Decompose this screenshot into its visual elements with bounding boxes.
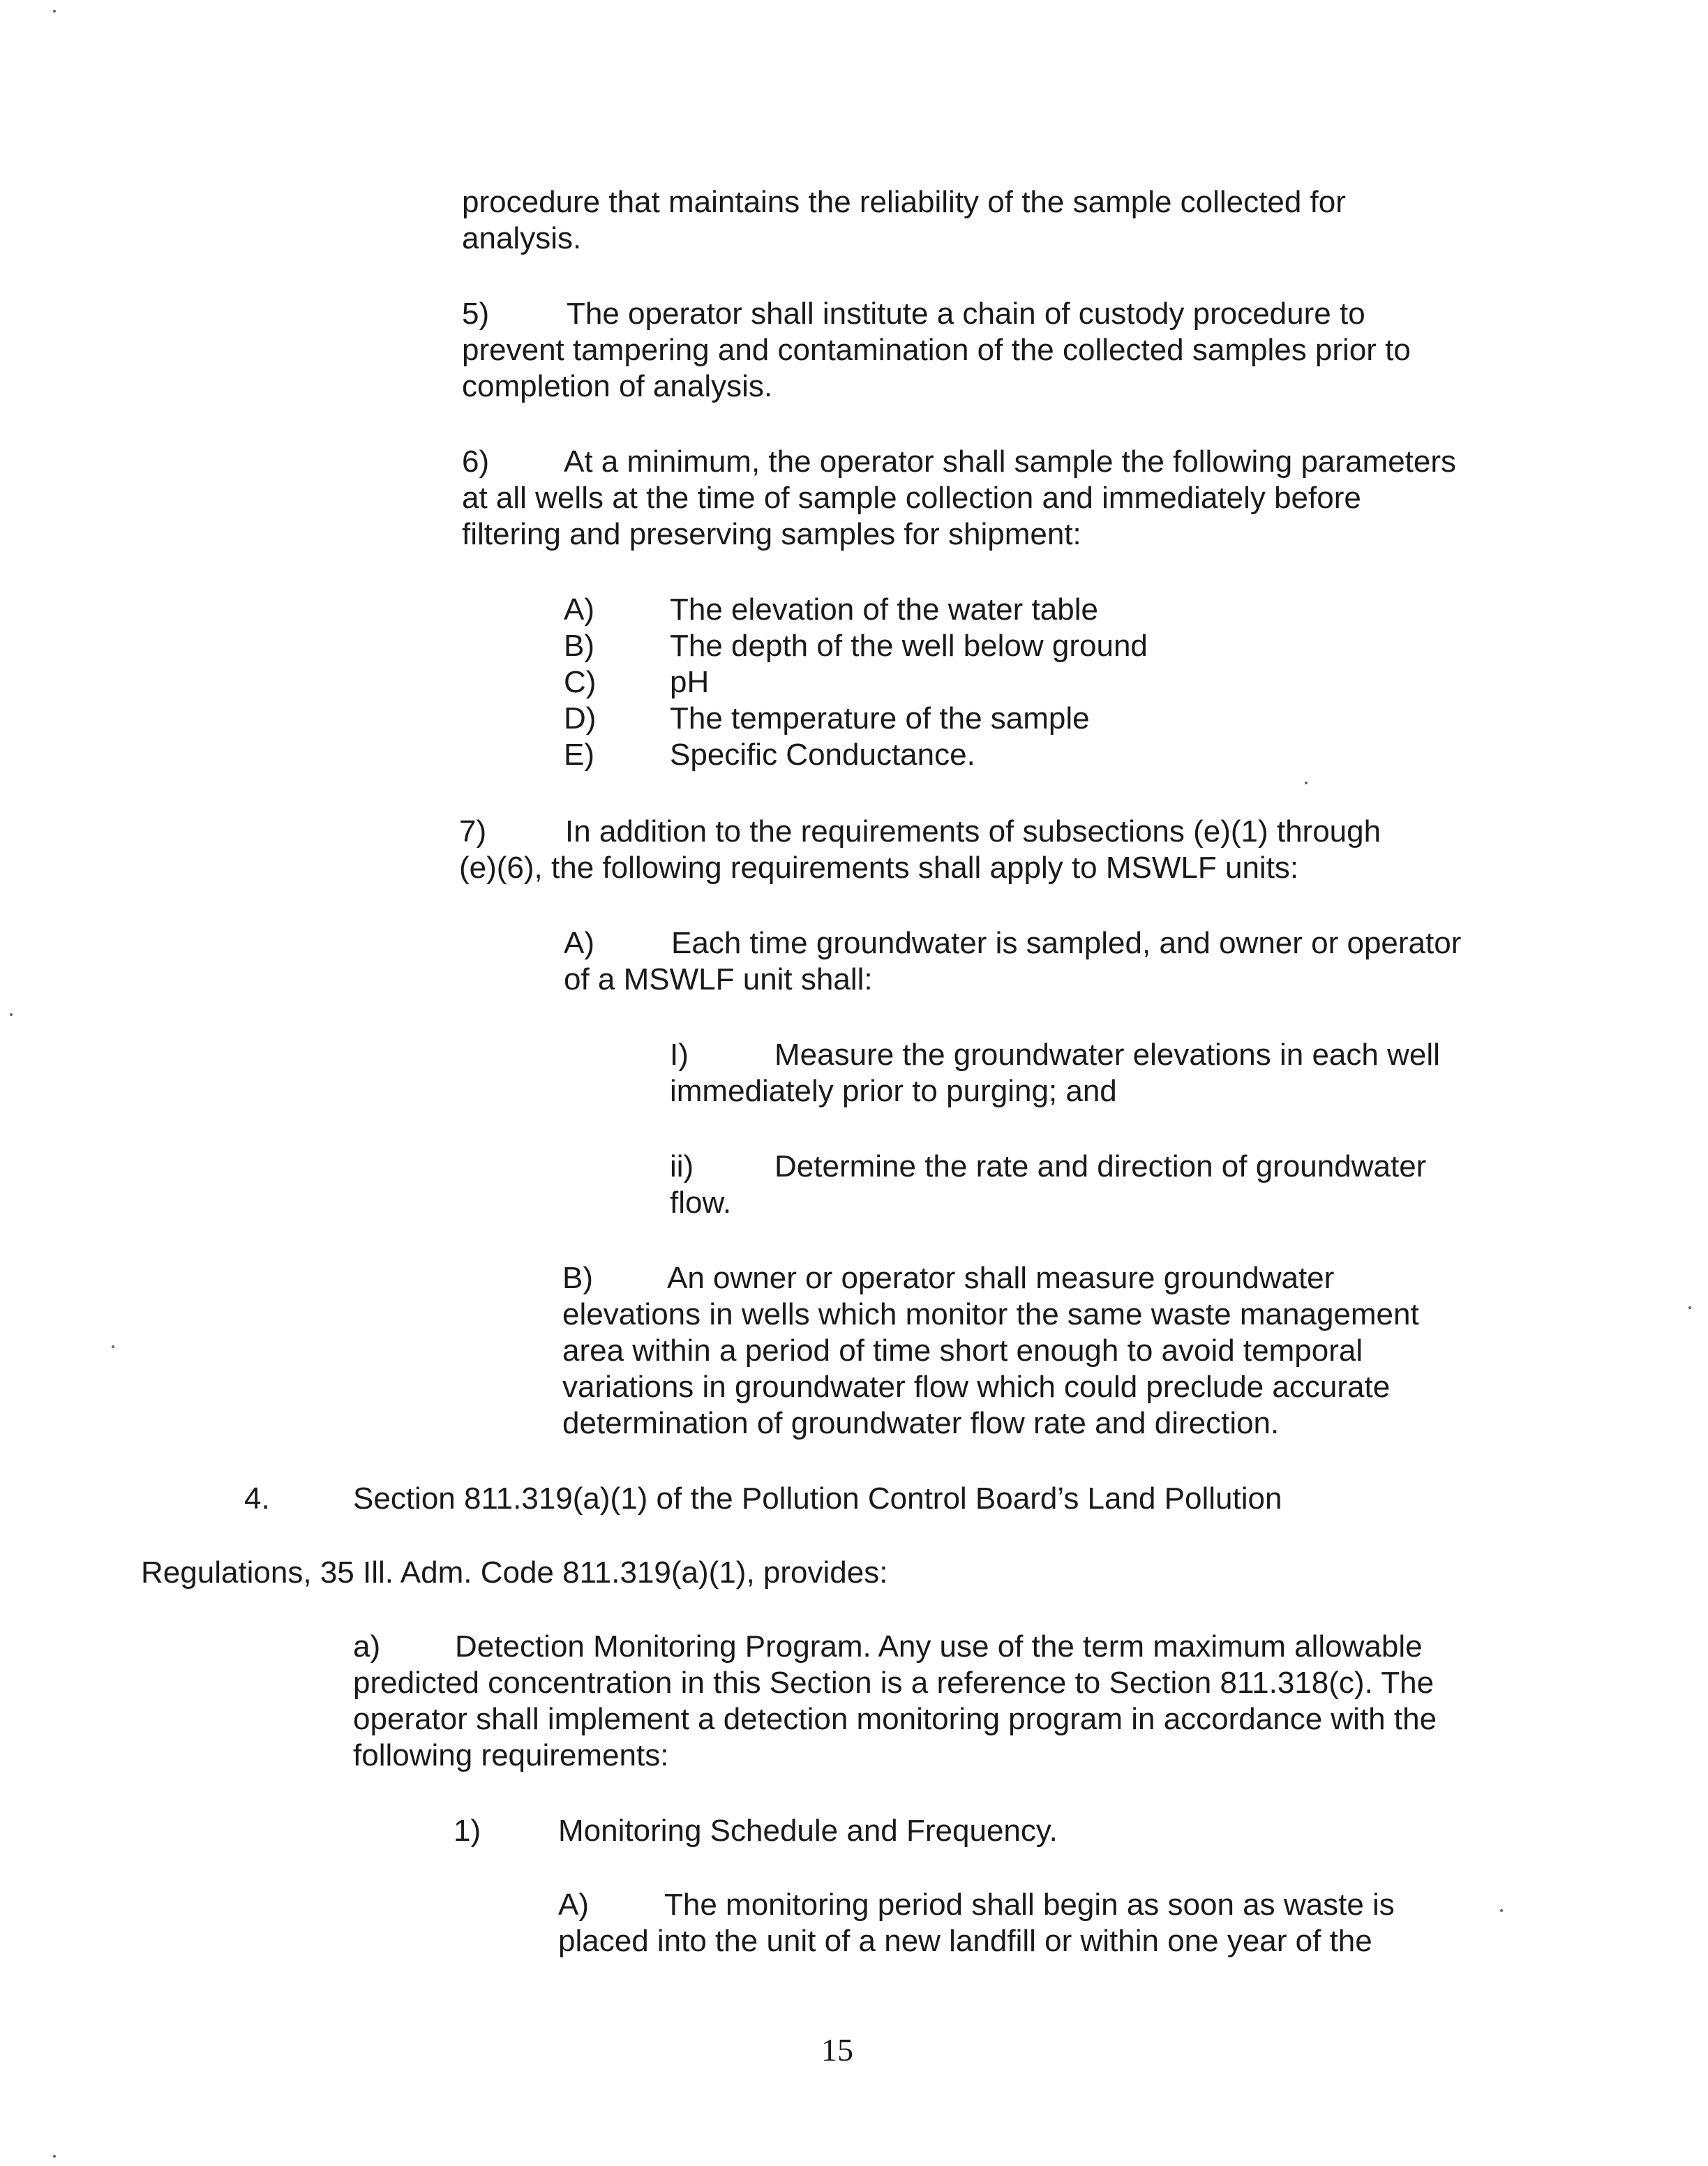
item-5-label: 5) bbox=[462, 297, 490, 331]
text-line: In addition to the requirements of subsections (e)(1) through bbox=[565, 814, 1381, 849]
list-item-label: C) bbox=[564, 665, 597, 699]
item-7a-paragraph bbox=[564, 925, 1461, 998]
text-line: variations in groundwater flow which could preclude accurate bbox=[562, 1370, 1391, 1404]
list-item-text: The elevation of the water table bbox=[670, 592, 1098, 627]
scan-speck bbox=[53, 10, 56, 13]
text-line: elevations in wells which monitor the same waste management bbox=[562, 1297, 1419, 1331]
text-line: At a minimum, the operator shall sample the following parameters bbox=[564, 445, 1457, 479]
text-line: area within a period of time short enough to avoid temporal bbox=[562, 1334, 1363, 1368]
item-5-paragraph bbox=[462, 296, 1411, 405]
item-6-label: 6) bbox=[462, 445, 490, 479]
item-7a-ii-label: ii) bbox=[670, 1149, 694, 1183]
page-number: 15 bbox=[821, 2032, 853, 2068]
list-item-text: Specific Conductance. bbox=[670, 738, 975, 772]
list-item-text: The temperature of the sample bbox=[670, 701, 1090, 735]
text-line: of a MSWLF unit shall: bbox=[564, 962, 873, 996]
text-line: completion of analysis. bbox=[462, 369, 773, 403]
item-7b-label: B) bbox=[562, 1261, 593, 1295]
text-line: Measure the groundwater elevations in each well bbox=[774, 1038, 1440, 1072]
text-line: Detection Monitoring Program. Any use of the term maximum allowable bbox=[455, 1629, 1423, 1664]
paragraph-4-line-2: Regulations, 35 Ill. Adm. Code 811.319(a)(1), provides: bbox=[141, 1555, 888, 1590]
text-line: Each time groundwater is sampled, and owner or operator bbox=[671, 926, 1462, 960]
quote-a2-label: A) bbox=[558, 1888, 589, 1922]
text-line: placed into the unit of a new landfill or within one year of the bbox=[558, 1924, 1372, 1958]
item-7-label: 7) bbox=[459, 814, 487, 849]
text-line: filtering and preserving samples for shipment: bbox=[462, 517, 1081, 551]
intro-paragraph bbox=[462, 184, 1346, 257]
text-line: procedure that maintains the reliability of the sample collected for bbox=[462, 185, 1346, 219]
list-item-text: pH bbox=[670, 665, 710, 699]
list-item-label: B) bbox=[564, 629, 594, 663]
scan-speck bbox=[1688, 1306, 1691, 1309]
quote-1-text: Monitoring Schedule and Frequency. bbox=[558, 1814, 1058, 1848]
text-line: (e)(6), the following requirements shall apply to MSWLF units: bbox=[459, 851, 1299, 885]
text-line: An owner or operator shall measure groundwater bbox=[667, 1261, 1335, 1295]
text-line: determination of groundwater flow rate and direction. bbox=[562, 1406, 1280, 1440]
quote-a2-paragraph bbox=[558, 1887, 1395, 1959]
quote-a-label: a) bbox=[353, 1629, 381, 1664]
text-line: immediately prior to purging; and bbox=[670, 1074, 1117, 1108]
scan-speck bbox=[1500, 1909, 1503, 1912]
text-line: The monitoring period shall begin as soon as waste is bbox=[664, 1888, 1395, 1922]
item-6-paragraph bbox=[462, 444, 1456, 553]
item-7a-ii-paragraph bbox=[670, 1149, 1426, 1221]
quote-1-label: 1) bbox=[454, 1814, 481, 1848]
text-line: at all wells at the time of sample collection and immediately before bbox=[462, 481, 1361, 515]
item-7b-paragraph bbox=[562, 1260, 1419, 1442]
scan-speck bbox=[10, 1013, 13, 1016]
list-item-text: The depth of the well below ground bbox=[670, 629, 1148, 663]
item-7-paragraph bbox=[459, 814, 1381, 886]
scan-speck bbox=[112, 1345, 114, 1348]
text-line: The operator shall institute a chain of custody procedure to bbox=[567, 297, 1365, 331]
scan-speck bbox=[53, 2155, 56, 2158]
text-line: flow. bbox=[670, 1186, 732, 1220]
text-line: analysis. bbox=[462, 221, 582, 255]
scan-speck bbox=[1305, 782, 1308, 784]
text-line: prevent tampering and contamination of the collected samples prior to bbox=[462, 333, 1411, 367]
item-7a-label: A) bbox=[564, 926, 594, 960]
quote-a-paragraph bbox=[353, 1629, 1437, 1774]
item-7a-i-label: I) bbox=[670, 1038, 689, 1072]
list-item-label: E) bbox=[564, 738, 594, 772]
paragraph-4-number: 4. bbox=[244, 1481, 270, 1516]
text-line: following requirements: bbox=[353, 1738, 669, 1772]
list-item-label: A) bbox=[564, 592, 594, 627]
text-line: Determine the rate and direction of groundwater bbox=[774, 1149, 1427, 1183]
paragraph-4-line-1: Section 811.319(a)(1) of the Pollution Control Board’s Land Pollution bbox=[353, 1481, 1282, 1516]
item-7a-i-paragraph bbox=[670, 1037, 1440, 1110]
text-line: operator shall implement a detection monitoring program in accordance with the bbox=[353, 1702, 1437, 1736]
text-line: predicted concentration in this Section is a reference to Section 811.318(c). The bbox=[353, 1666, 1434, 1700]
list-item-label: D) bbox=[564, 701, 597, 735]
